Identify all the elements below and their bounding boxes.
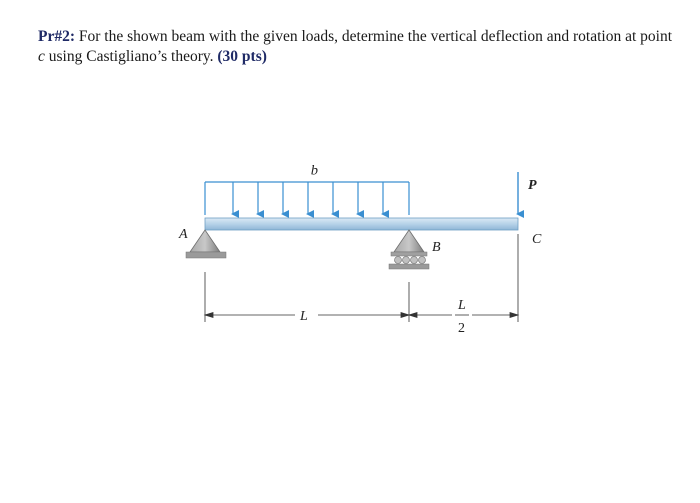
- support-a: [178, 227, 226, 258]
- problem-points: (30 pts): [217, 48, 267, 65]
- point-load-label: P: [528, 178, 537, 193]
- problem-text-1: For the shown beam with the given loads, determine the vertical deflection and rotation at point: [75, 28, 673, 45]
- dim-arrow: [409, 313, 417, 318]
- roller-wheel: [411, 257, 418, 264]
- roller-support-triangle: [394, 230, 424, 252]
- support-b: [389, 230, 441, 269]
- load-q-label: q: [311, 164, 318, 179]
- pin-support-base: [186, 252, 226, 258]
- problem-number: Pr#2:: [38, 28, 76, 45]
- free-end-c-label: C: [532, 232, 542, 247]
- pin-support-triangle: [190, 230, 220, 252]
- point-variable: c: [38, 48, 45, 65]
- dimension-lines: [205, 234, 518, 322]
- point-load: [518, 172, 537, 214]
- roller-wheel: [395, 257, 402, 264]
- beam: [205, 218, 518, 230]
- dim-arrow: [510, 313, 518, 318]
- roller-wheel: [403, 257, 410, 264]
- roller-wheel: [419, 257, 426, 264]
- load-arrows: [233, 182, 383, 214]
- support-b-label: B: [432, 240, 441, 255]
- distributed-load: [205, 164, 409, 215]
- problem-text-2: using Castigliano’s theory.: [44, 48, 218, 65]
- overhang-denominator: 2: [458, 321, 465, 336]
- overhang-numerator: L: [458, 298, 466, 313]
- span-l-label: L: [300, 309, 308, 324]
- roller-ground: [389, 264, 429, 269]
- dim-arrow: [205, 313, 213, 318]
- roller-base-plate: [391, 252, 427, 256]
- support-a-label: A: [179, 227, 188, 242]
